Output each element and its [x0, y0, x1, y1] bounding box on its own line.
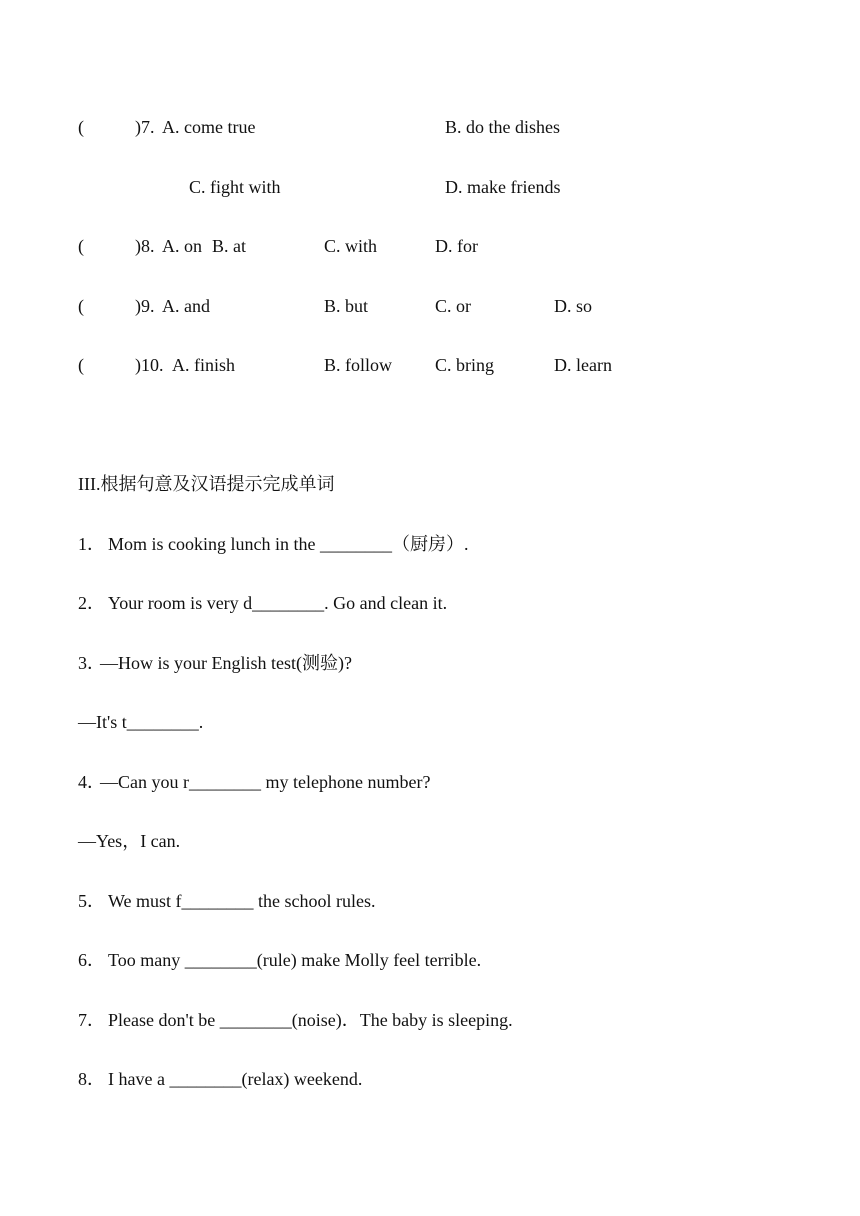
option-a: A. finish	[172, 355, 235, 375]
question-text: I have a ________(relax) weekend.	[108, 1069, 363, 1089]
option-c: C. with	[324, 236, 378, 256]
option-d: D. so	[554, 296, 593, 316]
question-text: —How is your English test(测验)?	[100, 653, 352, 673]
question-number: 7．	[78, 1010, 105, 1030]
question-number: )9.	[135, 296, 155, 316]
option-a: A. and	[162, 296, 210, 316]
answer-paren: (	[78, 296, 84, 316]
question-text: Mom is cooking lunch in the ________（厨房）.	[108, 534, 469, 554]
option-d: D. learn	[554, 355, 612, 375]
option-b: B. at	[212, 236, 246, 256]
question-text: We must f________ the school rules.	[108, 891, 376, 911]
question-text: Too many ________(rule) make Molly feel terrible.	[108, 950, 482, 970]
question-text: —It's t________.	[78, 712, 204, 732]
question-number: 1．	[78, 534, 105, 554]
option-b: B. follow	[324, 355, 393, 375]
option-d: D. make friends	[445, 177, 561, 197]
question-number: 4．	[78, 772, 105, 792]
answer-paren: (	[78, 117, 84, 137]
question-text: —Can you r________ my telephone number?	[100, 772, 431, 792]
section-heading: III.根据句意及汉语提示完成单词	[78, 474, 335, 494]
option-c: C. bring	[435, 355, 495, 375]
question-text: Your room is very d________. Go and clean it.	[108, 593, 448, 613]
option-a: A. on	[162, 236, 202, 256]
option-c: C. or	[435, 296, 471, 316]
answer-paren: (	[78, 236, 84, 256]
question-number: 6．	[78, 950, 105, 970]
option-b: B. do the dishes	[445, 117, 560, 137]
question-number: )10.	[135, 355, 164, 375]
answer-paren: (	[78, 355, 84, 375]
question-text: —Yes，I can.	[78, 831, 181, 851]
question-number: 3．	[78, 653, 105, 673]
option-d: D. for	[435, 236, 478, 256]
question-number: 5．	[78, 891, 105, 911]
question-text: Please don't be ________(noise)．The baby is sleeping.	[108, 1010, 513, 1030]
option-b: B. but	[324, 296, 369, 316]
option-a: A. come true	[162, 117, 256, 137]
question-number: 2．	[78, 593, 105, 613]
question-number: )8.	[135, 236, 155, 256]
question-number: )7.	[135, 117, 155, 137]
option-c: C. fight with	[189, 177, 281, 197]
question-number: 8．	[78, 1069, 105, 1089]
